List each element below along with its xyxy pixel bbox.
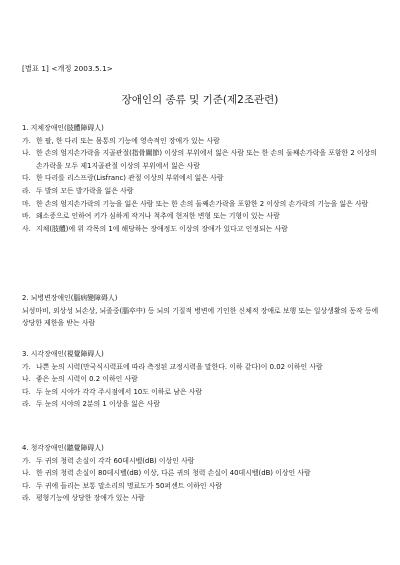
list-item: [22, 198, 384, 211]
section-paragraph: 뇌성마비, 외상성 뇌손상, 뇌졸중(腦卒中) 등 뇌의 기질적 병변에 기인한 신체적 장애로 보행 또는 일상생활의 동작 등에 상당한 제한을 받는 사람: [22, 306, 379, 328]
item-text: 좋은 눈의 시력이 0.2 이하인 사람: [36, 375, 138, 384]
item-text: 한 다리를 리스프랑(Lisfranc) 관절 이상의 부위에서 잃은 사람: [36, 174, 224, 183]
list-item: [22, 386, 384, 399]
list-item: [22, 185, 384, 198]
item-marker: 나.: [22, 469, 31, 478]
item-text: 한 손의 엄지손가락을 지골관절(指骨關節) 이상의 부위에서 잃은 사람 또는 한 손의 둘째손가락을 포함한 2 이상의 손가락을 모두 제1지골관절 이상의 부위에서 잃은 사람: [36, 149, 377, 170]
item-text: 지체(肢體)에 위 각목의 1에 해당하는 장애정도 이상의 장애가 있다고 인정되는 사람: [36, 224, 288, 233]
item-text: 한 귀의 청력 손실이 80데시벨(dB) 이상, 다른 귀의 청력 손실이 40데시벨(dB) 이상인 사람: [36, 469, 311, 478]
list-item: [22, 210, 384, 223]
list-item: [22, 223, 384, 236]
list-item: [22, 480, 384, 493]
item-text: 한 팔, 한 다리 또는 몸통의 기능에 영속적인 장애가 있는 사람: [36, 136, 220, 145]
item-marker: 나.: [22, 375, 31, 384]
section-heading: 3. 시각장애인(視覺障碍人): [22, 350, 104, 358]
item-text: 두 귀에 들리는 보통 말소리의 명료도가 50퍼센트 이하인 사람: [36, 481, 223, 490]
section-visual-disability: [22, 348, 384, 411]
item-marker: 다.: [22, 481, 31, 490]
list-item: [22, 398, 384, 411]
item-marker: 다.: [22, 387, 31, 396]
list-item: [22, 147, 384, 172]
section-heading: 1. 지체장애인(肢體障碍人): [22, 124, 104, 132]
item-marker: 라.: [22, 400, 31, 409]
section-heading: 2. 뇌병변장애인(腦病變障碍人): [22, 294, 118, 302]
item-text: 두 발의 모든 발가락을 잃은 사람: [36, 186, 134, 195]
item-text: 왜소증으로 인하여 키가 심하게 작거나 척추에 현저한 변형 또는 기형이 있는 사람: [36, 212, 280, 221]
item-marker: 라.: [22, 494, 31, 503]
item-marker: 가.: [22, 136, 31, 145]
item-text: 두 귀의 청력 손실이 각각 60데시벨(dB) 이상인 사람: [36, 456, 195, 465]
list-item: [22, 135, 384, 148]
section-heading: 4. 청각장애인(聽覺障碍人): [22, 444, 104, 452]
item-text: 두 눈의 시야가 각각 주시점에서 10도 이하로 남은 사람: [36, 387, 203, 396]
section-brain-lesion-disability: [22, 292, 384, 330]
item-marker: 나.: [22, 149, 31, 158]
item-marker: 가.: [22, 456, 31, 465]
item-marker: 가.: [22, 362, 31, 371]
list-item: [22, 373, 384, 386]
section-hearing-disability: [22, 442, 384, 505]
section-physical-disability: [22, 122, 384, 235]
document-reference: [별표 1] <개정 2003.5.1>: [22, 64, 113, 73]
list-item: [22, 455, 384, 468]
item-text: 두 눈의 시야의 2분의 1 이상을 잃은 사람: [36, 400, 160, 409]
list-item: [22, 172, 384, 185]
page-title: 장애인의 종류 및 기준(제2조관련): [121, 94, 279, 106]
item-marker: 사.: [22, 224, 31, 233]
item-marker: 바.: [22, 212, 31, 221]
item-text: 나쁜 눈의 시력(만국식시력표에 따라 측정된 교정시력을 말한다. 이하 같다)이 0.02 이하인 사람: [36, 362, 323, 371]
item-text: 평형기능에 상당한 장애가 있는 사람: [36, 494, 145, 503]
list-item: [22, 492, 384, 505]
list-item: [22, 467, 384, 480]
item-marker: 라.: [22, 186, 31, 195]
list-item: [22, 361, 384, 374]
item-text: 한 손의 엄지손가락의 기능을 잃은 사람 또는 한 손의 둘째손가락을 포함한 2 이상의 손가락의 기능을 잃은 사람: [36, 199, 369, 208]
item-marker: 다.: [22, 174, 31, 183]
item-marker: 마.: [22, 199, 31, 208]
